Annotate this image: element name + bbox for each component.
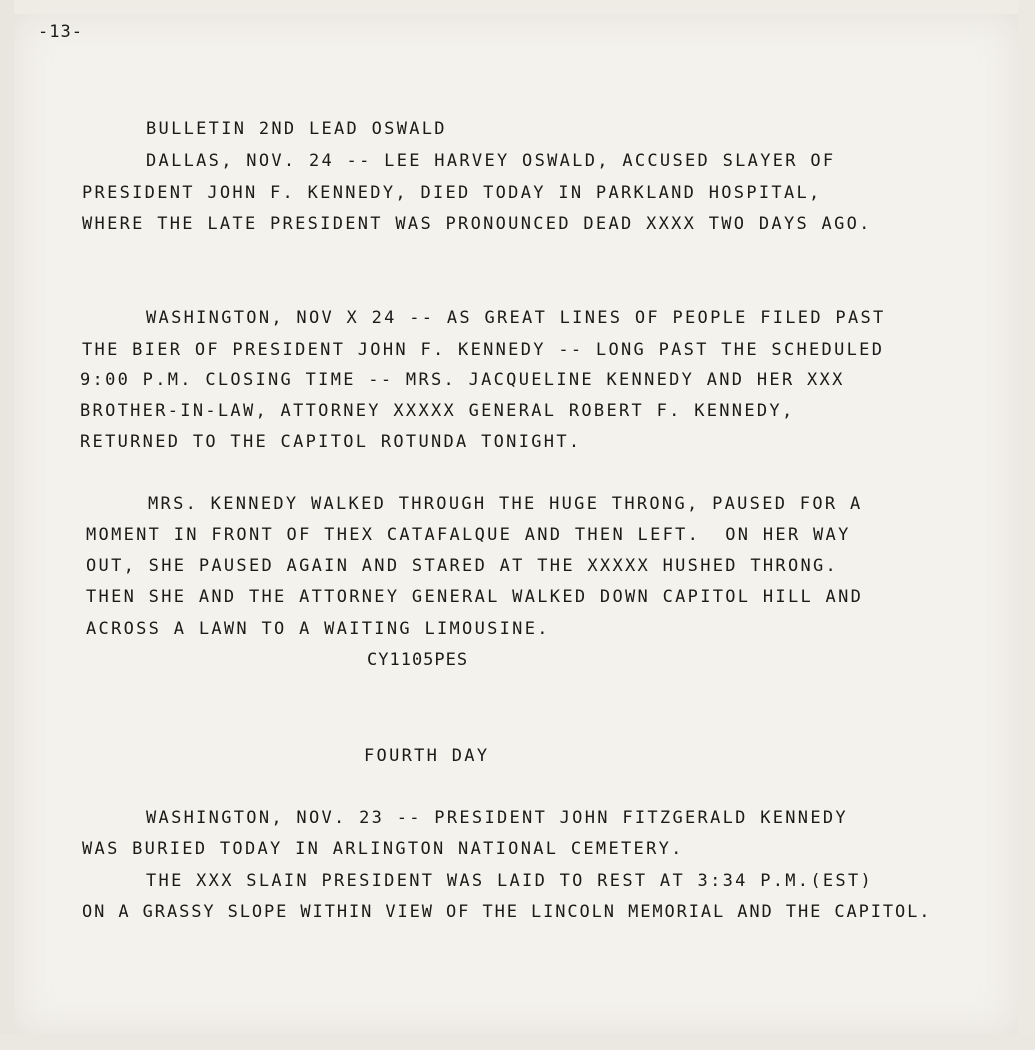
page-number: -13- <box>38 22 83 42</box>
mrs-kennedy-line: THEN SHE AND THE ATTORNEY GENERAL WALKED DOWN CAPITOL HILL AND <box>86 587 864 607</box>
scan-border-left <box>0 0 14 1050</box>
mrs-kennedy-line: OUT, SHE PAUSED AGAIN AND STARED AT THE XXXXX HUSHED THRONG. <box>86 556 839 576</box>
bulletin-line: DALLAS, NOV. 24 -- LEE HARVEY OSWALD, ACCUSED SLAYER OF <box>146 151 836 171</box>
bulletin-slug: BULLETIN 2ND LEAD OSWALD <box>146 119 447 139</box>
scan-border-top <box>0 0 1035 14</box>
washington-line: RETURNED TO THE CAPITOL ROTUNDA TONIGHT. <box>80 432 582 452</box>
fourth-day-line: ON A GRASSY SLOPE WITHIN VIEW OF THE LINCOLN MEMORIAL AND THE CAPITOL. <box>82 902 932 922</box>
bulletin-line: PRESIDENT JOHN F. KENNEDY, DIED TODAY IN PARKLAND HOSPITAL, <box>82 183 822 203</box>
fourth-day-line: THE XXX SLAIN PRESIDENT WAS LAID TO REST AT 3:34 P.M.(EST) <box>146 871 874 891</box>
bulletin-line: WHERE THE LATE PRESIDENT WAS PRONOUNCED DEAD XXXX TWO DAYS AGO. <box>82 214 872 234</box>
washington-line: WASHINGTON, NOV X 24 -- AS GREAT LINES OF PEOPLE FILED PAST <box>146 308 886 328</box>
section-heading: FOURTH DAY <box>364 746 490 766</box>
story-signoff: CY1105PES <box>367 650 469 670</box>
mrs-kennedy-line: MOMENT IN FRONT OF THEX CATAFALQUE AND THEN LEFT. ON HER WAY <box>86 525 851 545</box>
washington-line: BROTHER-IN-LAW, ATTORNEY XXXXX GENERAL ROBERT F. KENNEDY, <box>80 401 795 421</box>
scan-border-right <box>1018 0 1035 1050</box>
mrs-kennedy-line: ACROSS A LAWN TO A WAITING LIMOUSINE. <box>86 619 550 639</box>
mrs-kennedy-line: MRS. KENNEDY WALKED THROUGH THE HUGE THRONG, PAUSED FOR A <box>148 494 863 514</box>
washington-line: THE BIER OF PRESIDENT JOHN F. KENNEDY -- LONG PAST THE SCHEDULED <box>82 340 885 360</box>
washington-line: 9:00 P.M. CLOSING TIME -- MRS. JACQUELINE KENNEDY AND HER XXX <box>80 370 845 390</box>
fourth-day-line: WASHINGTON, NOV. 23 -- PRESIDENT JOHN FITZGERALD KENNEDY <box>146 808 848 828</box>
scan-border-bottom <box>0 1034 1035 1050</box>
fourth-day-line: WAS BURIED TODAY IN ARLINGTON NATIONAL CEMETERY. <box>82 839 684 859</box>
